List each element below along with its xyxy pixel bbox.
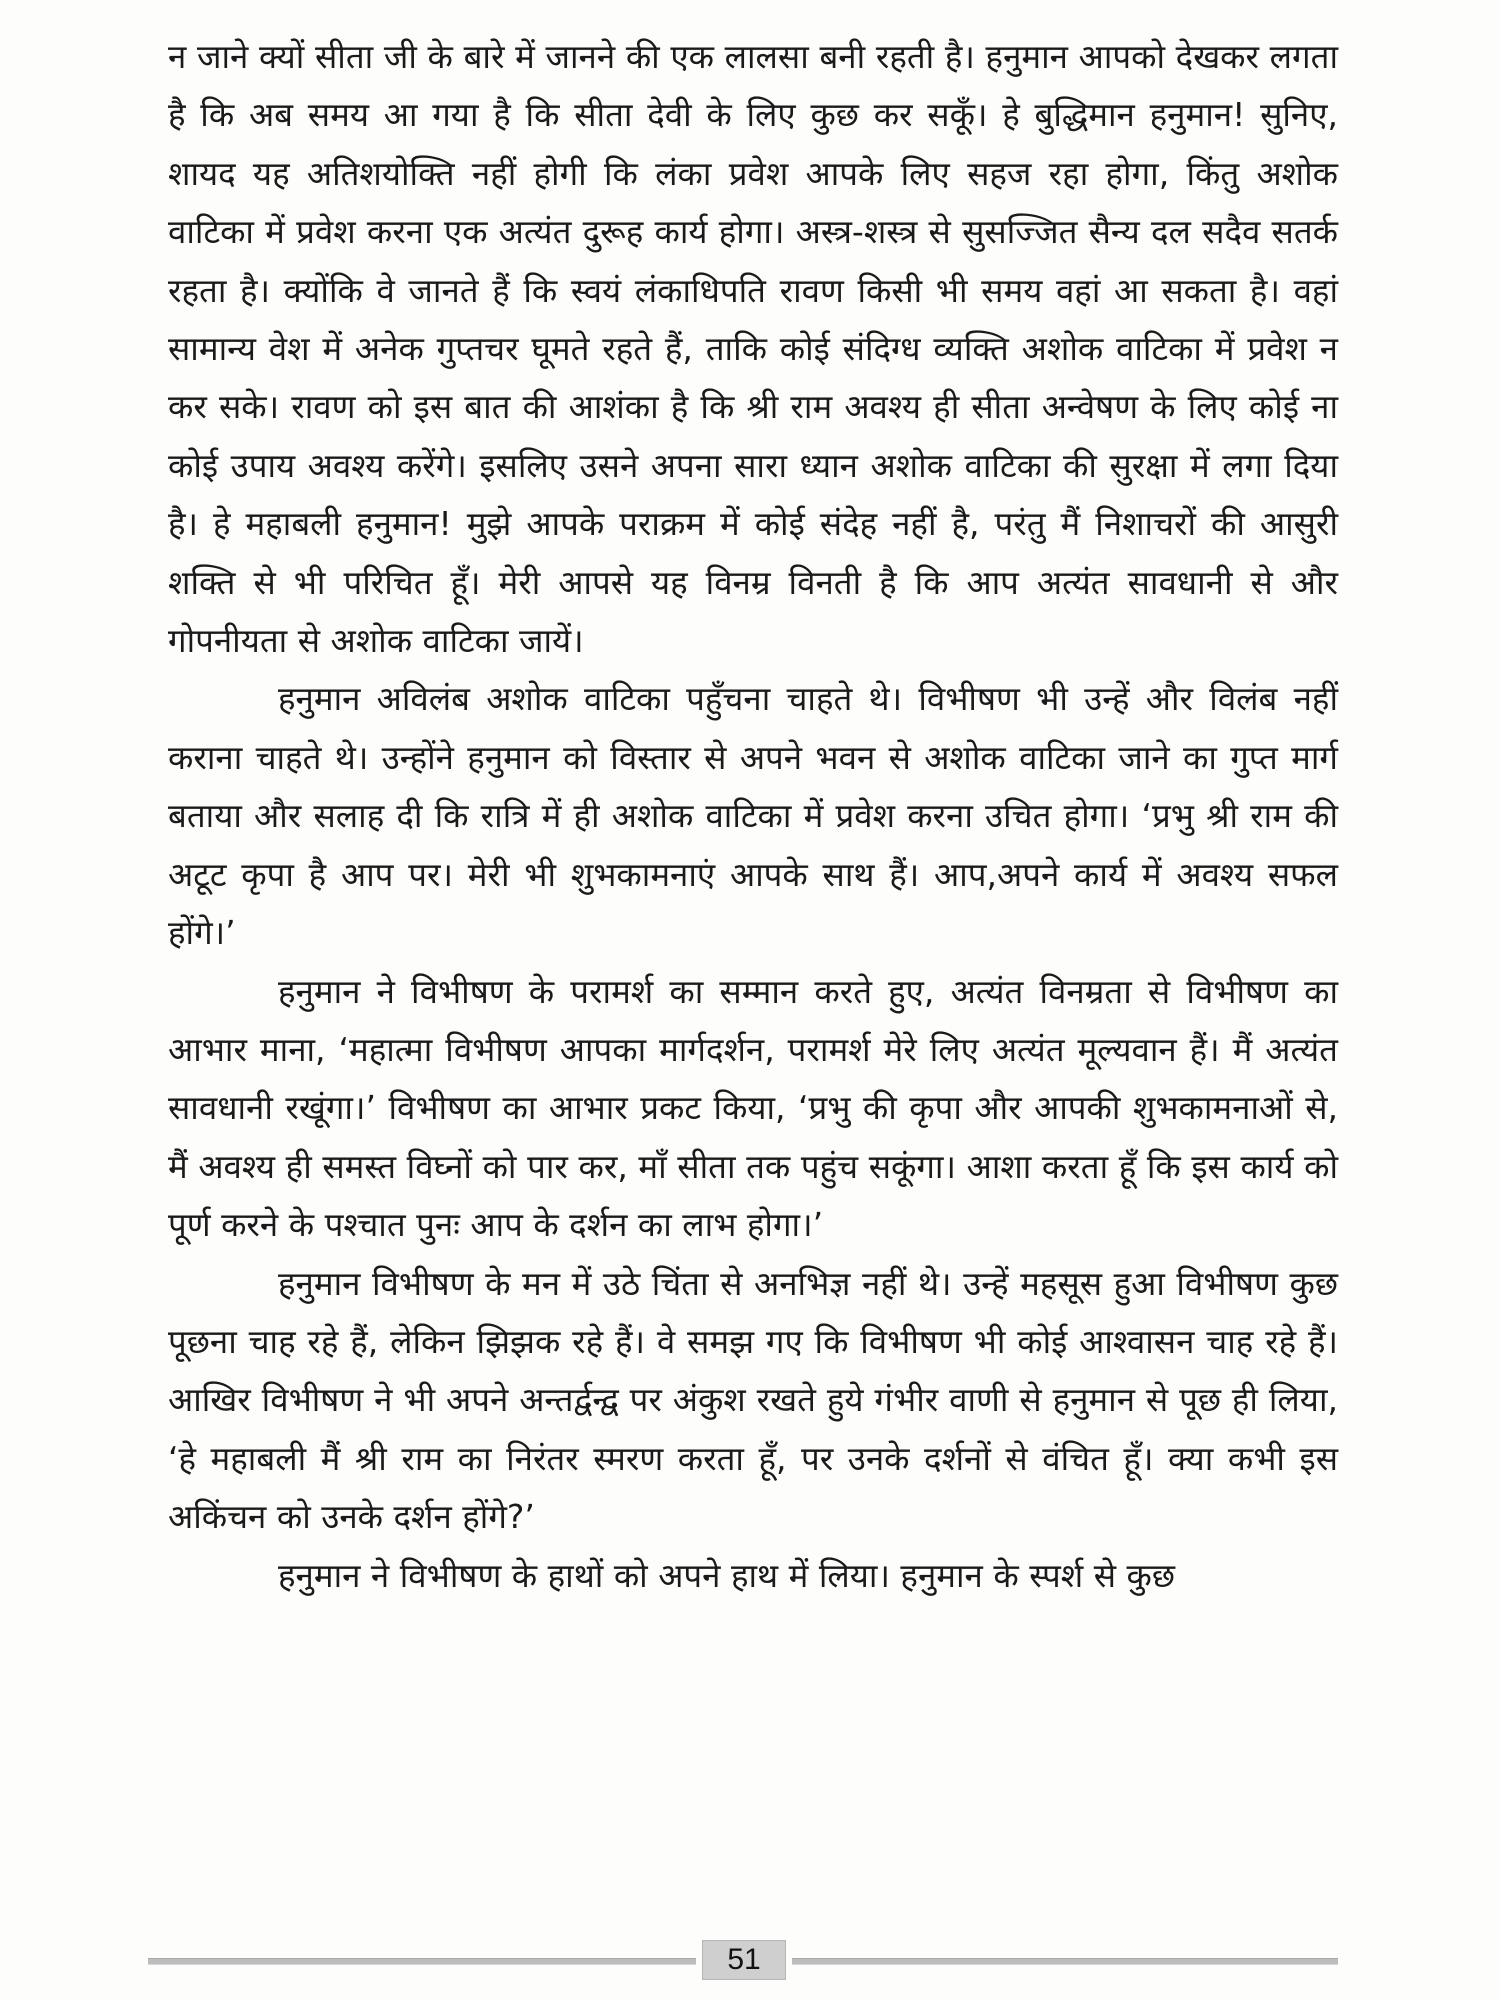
page-footer bbox=[148, 1940, 1338, 1980]
paragraph-3: हनुमान ने विभीषण के परामर्श का सम्मान करते हुए, अत्यंत विनम्रता से विभीषण का आभार माना, ‘महात्मा विभीषण आपका मार्गदर्शन, परामर्श मेरे लिए अत्यंत मूल्यवान हैं। मैं अत्यंत सावधानी रखूंगा।’ विभीषण का आभार प्रकट किया, ‘प्रभु की कृपा और आपकी शुभकामनाओं से, मैं अवश्य ही समस्त विघ्नों को पार कर, माँ सीता तक पहुंच सकूंगा। आशा करता हूँ कि इस कार्य को पूर्ण करने के पश्चात पुनः आप के दर्शन का लाभ होगा।’ bbox=[168, 971, 1338, 1245]
body-text bbox=[168, 28, 1338, 1605]
paragraph-5: हनुमान ने विभीषण के हाथों को अपने हाथ में लिया। हनुमान के स्पर्श से कुछ bbox=[278, 1555, 1175, 1595]
paragraph-1: न जाने क्यों सीता जी के बारे में जानने की एक लालसा बनी रहती है। हनुमान आपको देखकर लगता है कि अब समय आ गया है कि सीता देवी के लिए कुछ कर सकूँ। हे बुद्धिमान हनुमान! सुनिए, शायद यह अतिशयोक्ति नहीं होगी कि लंका प्रवेश आपके लिए सहज रहा होगा, किंतु अशोक वाटिका में प्रवेश करना एक अत्यंत दुरूह कार्य होगा। अस्त्र-शस्त्र से सुसज्जित सैन्य दल सदैव सतर्क रहता है। क्योंकि वे जानते हैं कि स्वयं लंकाधिपति रावण किसी भी समय वहां आ सकता है। वहां सामान्य वेश में अनेक गुप्तचर घूमते रहते हैं, ताकि कोई संदिग्ध व्यक्ति अशोक वाटिका में प्रवेश न कर सके। रावण को इस बात की आशंका है कि श्री राम अवश्य ही सीता अन्वेषण के लिए कोई ना कोई उपाय अवश्य करेंगे। इसलिए उसने अपना सारा ध्यान अशोक वाटिका की सुरक्षा में लगा दिया है। हे महाबली हनुमान! मुझे आपके पराक्रम में कोई संदेह नहीं है, परंतु मैं निशाचरों की आसुरी शक्ति से भी परिचित हूँ। मेरी आपसे यह विनम्र विनती है कि आप अत्यंत सावधानी से और गोपनीयता से अशोक वाटिका जायें। bbox=[168, 37, 1338, 661]
page-number: 51 bbox=[702, 1940, 786, 1980]
paragraph-2: हनुमान अविलंब अशोक वाटिका पहुँचना चाहते थे। विभीषण भी उन्हें और विलंब नहीं कराना चाहते थे। उन्होंने हनुमान को विस्तार से अपने भवन से अशोक वाटिका जाने का गुप्त मार्ग बताया और सलाह दी कि रात्रि में ही अशोक वाटिका में प्रवेश करना उचित होगा। ‘प्रभु श्री राम की अटूट कृपा है आप पर। मेरी भी शुभकामनाएं आपके साथ हैं। आप,अपने कार्य में अवश्य सफल होंगे।’ bbox=[168, 679, 1338, 953]
paragraph-4: हनुमान विभीषण के मन में उठे चिंता से अनभिज्ञ नहीं थे। उन्हें महसूस हुआ विभीषण कुछ पूछना चाह रहे हैं, लेकिन झिझक रहे हैं। वे समझ गए कि विभीषण भी कोई आश्वासन चाह रहे हैं। आखिर विभीषण ने भी अपने अन्तर्द्वन्द्व पर अंकुश रखते हुये गंभीर वाणी से हनुमान से पूछ ही लिया, ‘हे महाबली मैं श्री राम का निरंतर स्मरण करता हूँ, पर उनके दर्शनों से वंचित हूँ। क्या कभी इस अकिंचन को उनके दर्शन होंगे?’ bbox=[168, 1263, 1338, 1537]
footer-rule-left bbox=[148, 1958, 696, 1965]
footer-rule-right bbox=[792, 1958, 1338, 1965]
